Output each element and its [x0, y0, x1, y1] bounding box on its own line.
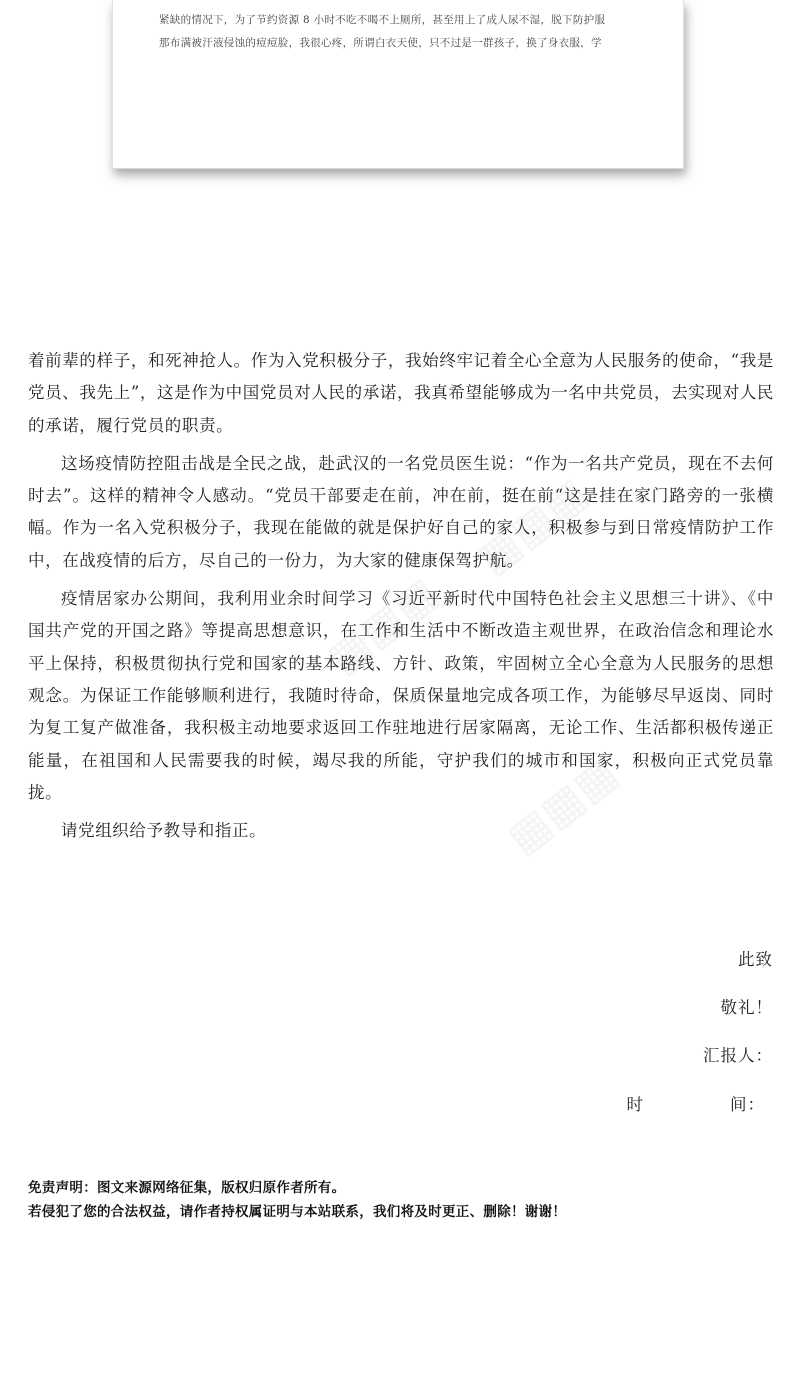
preview-text-line: 那布满被汗液侵蚀的痘痘脸，我很心疼，所谓白衣天使，只不过是一群孩子，换了身衣服，学 [159, 37, 602, 49]
date-label-part: 间： [730, 1095, 765, 1114]
date-label-part: 时 [626, 1095, 644, 1114]
body-paragraph: 着前辈的样子，和死神抢人。作为入党积极分子，我始终牢记着全心全意为人民服务的使命，“我是党员、我先上”，这是作为中国党员对人民的承诺，我真希望能够成为一名中共党员，去实现对人民的承诺，履行党员的职责。 [28, 351, 774, 435]
body-paragraph: 请党组织给予教导和指正。 [61, 821, 267, 841]
disclaimer-line: 免责声明：图文来源网络征集，版权归原作者所有。 [28, 1180, 346, 1196]
disclaimer-line: 若侵犯了您的合法权益，请作者持权属证明与本站联系，我们将及时更正、删除！谢谢！ [28, 1204, 567, 1220]
disclaimer [28, 1176, 566, 1224]
closing-salutation: 此致 [738, 950, 773, 969]
document-preview-card [112, 0, 684, 169]
preview-text-line: 紧缺的情况下，为了节约资源 8 小时不吃不喝不上厕所，甚至用上了成人尿不湿，脱下防护服 [159, 14, 606, 26]
reporter-label: 汇报人： [703, 1046, 773, 1065]
report-body [28, 345, 774, 853]
body-paragraph: 这场疫情防控阻击战是全民之战，赴武汉的一名党员医生说：“作为一名共产党员，现在不去何时去”。这样的精神令人感动。“党员干部要走在前，冲在前，挺在前“这是挂在家门路旁的一张横幅。作为一名入党积极分子，我现在能做的就是保护好自己的家人，积极参与到日常疫情防护工作中，在战疫情的后方，尽自己的一份力，为大家的健康保驾护航。 [28, 453, 774, 570]
date-label [627, 1091, 766, 1115]
body-paragraph: 疫情居家办公期间，我利用业余时间学习《习近平新时代中国特色社会主义思想三十讲》、《中国共产党的开国之路》等提高思想意识，在工作和生活中不断改造主观世界，在政治信念和理论水平上保持，积极贯彻执行党和国家的基本路线、方针、政策，牢固树立全心全意为人民服务的思想观念。为保证工作能够顺利进行，我随时待命，保质保量地完成各项工作，为能够尽早返岗、同时为复工复产做准备，我积极主动地要求返回工作驻地进行居家隔离，无论工作、生活都积极传递正能量，在祖国和人民需要我的时候，竭尽我的所能，守护我们的城市和国家，积极向正式党员靠拢。 [28, 589, 774, 802]
closing-regards: 敬礼！ [720, 998, 773, 1017]
